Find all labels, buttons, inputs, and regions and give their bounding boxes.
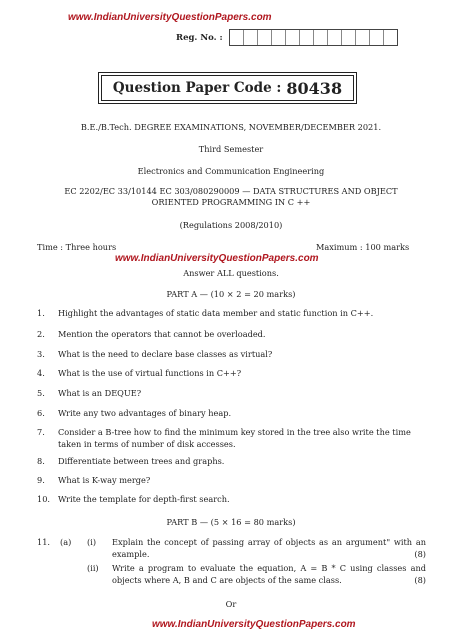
or-separator: Or: [225, 599, 237, 609]
branch: Electronics and Communication Engineering: [137, 166, 325, 176]
part-a-heading: PART A — (10 × 2 = 20 marks): [166, 289, 296, 299]
reg-no-label: Reg. No. :: [176, 32, 223, 43]
code-label: Question Paper Code :: [112, 80, 282, 96]
semester: Third Semester: [198, 144, 264, 154]
question-11-ii-label: (ii): [87, 563, 99, 573]
part-b-heading: PART B — (5 × 16 = 80 marks): [166, 517, 296, 527]
watermark-top: www.IndianUniversityQuestionPapers.com: [68, 12, 272, 23]
regulations: (Regulations 2008/2010): [179, 220, 283, 230]
course-line-1: EC 2202/EC 33/10144 EC 303/080290009 — DATA STRUCTURES AND OBJECT: [64, 186, 398, 196]
question-paper-code: [101, 75, 354, 101]
course-line-2: ORIENTED PROGRAMMING IN C ++: [151, 197, 311, 207]
reg-no-boxes: [229, 29, 398, 46]
watermark-bottom: www.IndianUniversityQuestionPapers.com: [152, 619, 356, 630]
instruction: Answer ALL questions.: [183, 268, 279, 278]
question-11-part-a: (a): [60, 537, 72, 547]
question-11-i: [112, 537, 426, 560]
question-11-ii-marks: (8): [414, 574, 426, 585]
question-11-i-marks: (8): [414, 548, 426, 559]
question-11-i-label: (i): [87, 537, 97, 547]
exam-title: B.E./B.Tech. DEGREE EXAMINATIONS, NOVEMBER/DECEMBER 2021.: [80, 122, 382, 132]
time: Time : Three hours: [37, 242, 117, 252]
question-11-ii: [112, 563, 426, 586]
maximum-marks: Maximum : 100 marks: [316, 242, 410, 252]
reg-no: [176, 29, 398, 46]
watermark-middle: www.IndianUniversityQuestionPapers.com: [115, 253, 319, 264]
code-number: 80438: [286, 78, 343, 98]
question-11-number: 11.: [37, 537, 51, 547]
question-11-ii-text: Write a program to evaluate the equation, A = B * C using classes and objects where A, B and C are objects of the same class.: [112, 563, 426, 585]
question-11-i-text: Explain the concept of passing array of objects as an argument" with an example.: [112, 537, 426, 559]
